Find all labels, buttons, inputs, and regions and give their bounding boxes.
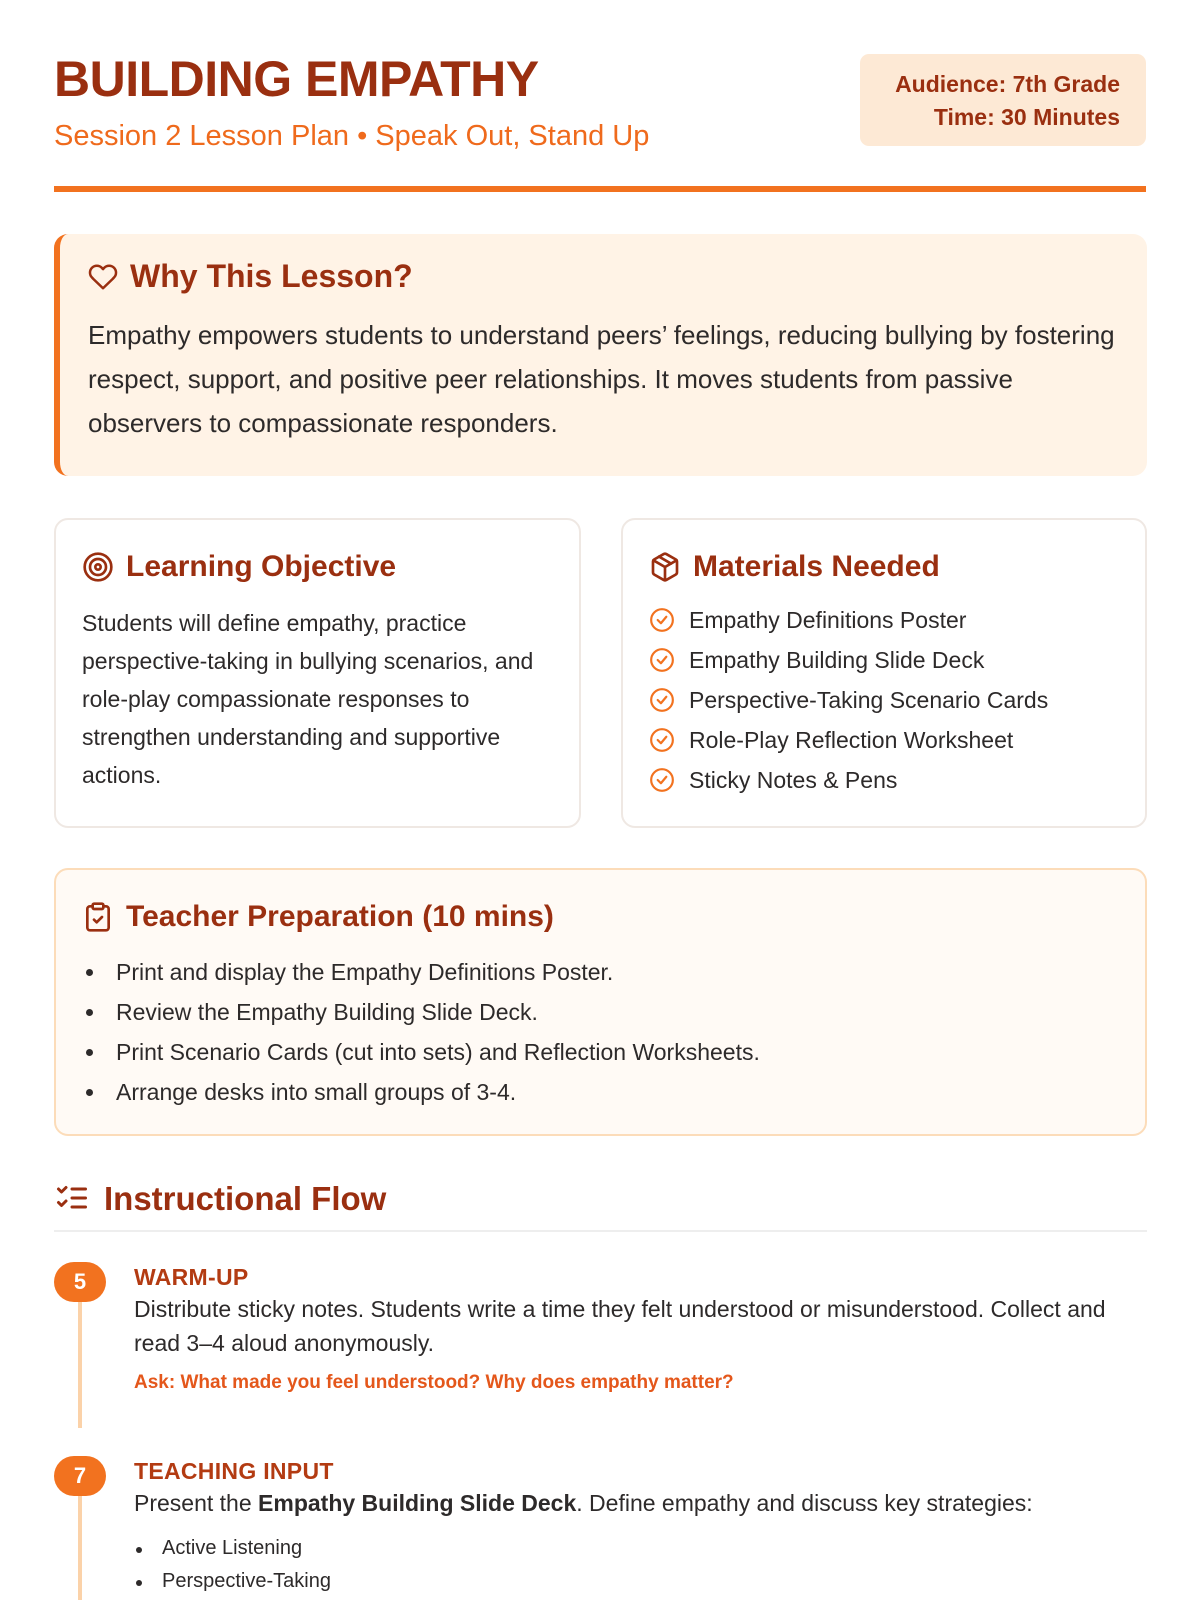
prep-list — [82, 952, 1119, 1112]
materials-needed-card — [621, 518, 1147, 828]
check-circle-icon — [649, 647, 675, 673]
slide-deck-name: Empathy Building Slide Deck — [258, 1490, 577, 1516]
objective-body: Students will define empathy, practice perspective-taking in bullying scenarios, and role-play compassionate responses to strengthen understanding and supportive actions. — [82, 610, 534, 788]
desc-text: Present the — [134, 1490, 259, 1516]
list-item: Perspective-Taking — [134, 1565, 1147, 1598]
time-label: Time: 30 Minutes — [933, 104, 1120, 130]
material-label: Perspective-Taking Scenario Cards — [689, 686, 1049, 713]
objective-heading — [82, 550, 553, 584]
heart-icon — [88, 262, 118, 292]
flow-heading-text: Instructional Flow — [104, 1180, 387, 1217]
list-item — [649, 720, 1119, 760]
check-circle-icon — [649, 607, 675, 633]
check-circle-icon — [649, 687, 675, 713]
materials-heading-text: Materials Needed — [693, 550, 940, 583]
desc-text: . Define empathy and discuss key strategies: — [576, 1490, 1033, 1516]
why-heading-text: Why This Lesson? — [130, 258, 413, 294]
clipboard-check-icon — [82, 901, 114, 933]
learning-objective-card — [54, 518, 581, 828]
list-checks-icon — [54, 1180, 90, 1216]
materials-heading — [649, 550, 1119, 584]
step-minutes-badge: 5 — [54, 1262, 106, 1302]
header — [54, 0, 1146, 194]
objective-heading-text: Learning Objective — [126, 550, 397, 583]
step-ask-prompt: Ask: What made you feel understood? Why does empathy matter? — [134, 1372, 734, 1393]
list-item: Active Listening — [134, 1532, 1147, 1565]
instructional-flow-heading — [54, 1180, 1147, 1232]
prep-heading — [82, 900, 1119, 934]
check-circle-icon — [649, 727, 675, 753]
timeline-line — [78, 1302, 82, 1428]
prep-heading-text: Teacher Preparation (10 mins) — [126, 900, 554, 933]
why-body: Empathy empowers students to understand peers’ feelings, reducing bullying by fostering respect, support, and positive peer relationships. It moves students from passive observers to compassionate responders. — [88, 320, 1115, 438]
check-circle-icon — [649, 767, 675, 793]
timeline-line — [78, 1496, 82, 1600]
materials-list — [649, 600, 1119, 800]
why-lesson-section — [54, 234, 1147, 476]
step-body — [134, 1456, 1147, 1598]
material-label: Empathy Definitions Poster — [689, 606, 967, 633]
page-title: BUILDING EMPATHY — [54, 51, 539, 107]
page-subtitle: Session 2 Lesson Plan • Speak Out, Stand Up — [54, 120, 650, 152]
material-label: Sticky Notes & Pens — [689, 766, 898, 793]
list-item — [649, 680, 1119, 720]
list-item: Print and display the Empathy Definitions Poster. — [82, 952, 1119, 992]
header-divider — [54, 186, 1146, 192]
target-icon — [82, 551, 114, 583]
why-heading — [88, 258, 1121, 295]
package-icon — [649, 551, 681, 583]
step-body — [134, 1262, 1147, 1394]
material-label: Empathy Building Slide Deck — [689, 646, 985, 673]
list-item — [649, 760, 1119, 800]
list-item: Arrange desks into small groups of 3-4. — [82, 1072, 1119, 1112]
step-title: TEACHING INPUT — [134, 1458, 334, 1484]
audience-time-badge — [860, 54, 1146, 146]
step-description: Distribute sticky notes. Students write a time they felt understood or misunderstood. Collect and read 3–4 aloud anonymously. — [134, 1296, 1106, 1356]
step-description — [134, 1486, 1147, 1520]
list-item — [649, 640, 1119, 680]
list-item: Print Scenario Cards (cut into sets) and Reflection Worksheets. — [82, 1032, 1119, 1072]
list-item: Review the Empathy Building Slide Deck. — [82, 992, 1119, 1032]
material-label: Role-Play Reflection Worksheet — [689, 726, 1014, 753]
teacher-preparation-section — [54, 868, 1147, 1136]
step-minutes-badge: 7 — [54, 1456, 106, 1496]
flow-step-warm-up — [54, 1262, 1147, 1428]
strategy-list — [134, 1532, 1147, 1598]
list-item — [649, 600, 1119, 640]
step-title: WARM-UP — [134, 1264, 249, 1290]
flow-step-teaching-input — [54, 1456, 1147, 1600]
audience-label: Audience: 7th Grade — [895, 71, 1120, 97]
